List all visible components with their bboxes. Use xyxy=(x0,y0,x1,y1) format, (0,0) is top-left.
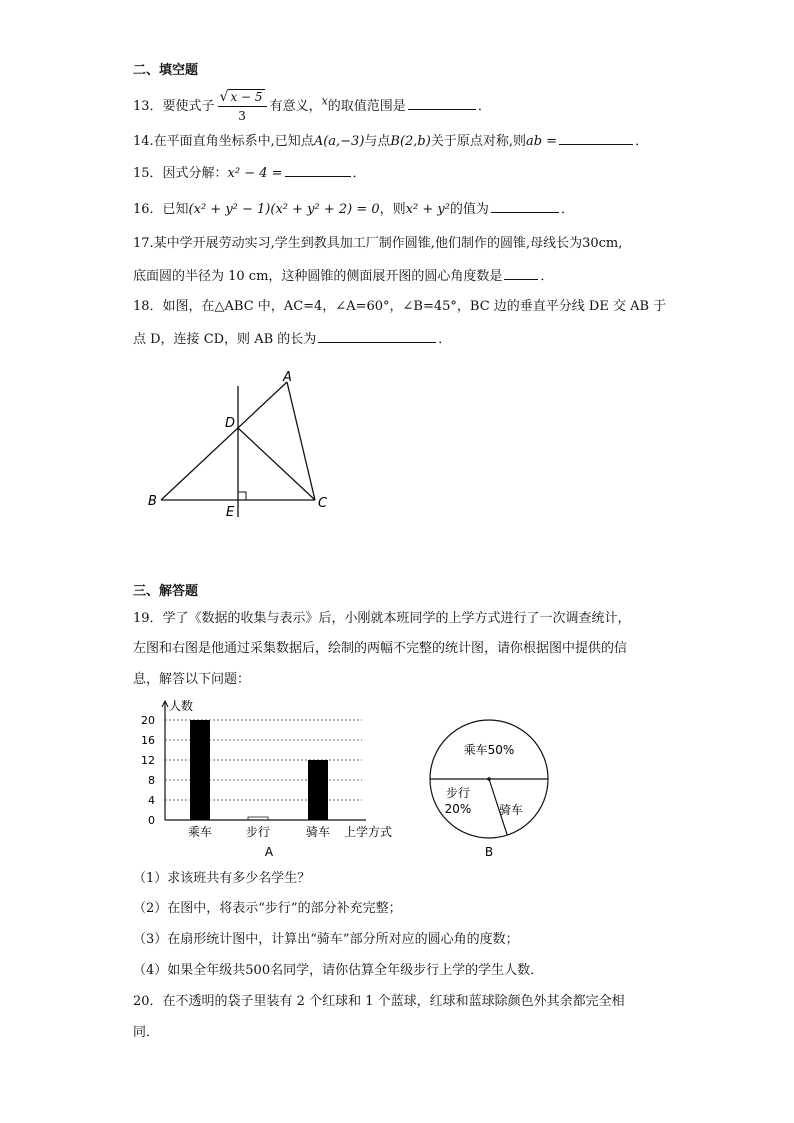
q13-end: ． xyxy=(477,99,491,114)
q18-answer-blank[interactable] xyxy=(318,328,436,343)
question-19-sub3: （3）在扇形统计图中，计算出“骑车”部分所对应的圆心角的度数； xyxy=(133,932,519,947)
label-c: C xyxy=(318,496,328,511)
q14-expr: ab = xyxy=(525,134,558,149)
question-20-line2: 同． xyxy=(133,1025,160,1040)
q17-text: 底面圆的半径为 10 cm，这种圆锥的侧面展开图的圆心角度数是 xyxy=(133,269,503,284)
y-tick-label: 20 xyxy=(141,714,155,727)
segment-ba xyxy=(161,382,287,500)
right-angle-mark xyxy=(238,492,246,500)
q16-answer-blank[interactable] xyxy=(491,198,559,213)
label-b: B xyxy=(148,494,157,509)
q17-end: ． xyxy=(540,269,554,284)
q13-answer-blank[interactable] xyxy=(408,95,476,110)
q14-point-b: B(2,b) xyxy=(390,134,431,149)
q16-expr2: x² + y² xyxy=(405,202,450,217)
question-15 xyxy=(133,162,366,183)
label-e: E xyxy=(226,505,235,520)
pie-slice-label: 20% xyxy=(444,802,472,816)
q13-suffix: 的取值范围是 xyxy=(327,99,406,114)
question-19-sub4: （4）如果全年级共500名同学，请你估算全年级步行上学的学生人数． xyxy=(133,963,544,978)
q14-prefix: 14.在平面直角坐标系中,已知点 xyxy=(133,134,314,149)
q13-prefix: 13．要使式子 xyxy=(133,99,215,114)
x-tick-label: 骑车 xyxy=(305,825,331,839)
question-18-line1: 18．如图，在△ABC 中，AC=4，∠A=60°，∠B=45°，BC 边的垂直平分线 DE 交 AB 于 xyxy=(133,299,667,314)
question-20-line1: 20．在不透明的袋子里装有 2 个红球和 1 个蓝球，红球和蓝球除颜色外其余都完全相 xyxy=(133,994,625,1009)
q16-end: ． xyxy=(560,202,574,217)
x-axis-label: 上学方式 xyxy=(344,825,393,839)
q13-middle: 有意义， xyxy=(269,99,322,114)
section-title-answer: 三、解答题 xyxy=(133,584,199,599)
pie-slice-label: 骑车 xyxy=(498,803,524,817)
pie-chart-b xyxy=(425,700,555,865)
pie-center-dot xyxy=(487,777,491,781)
q14-mid: 与点 xyxy=(364,134,391,149)
q14-answer-blank[interactable] xyxy=(559,130,633,145)
segment-ac xyxy=(287,382,315,500)
question-14 xyxy=(133,130,648,151)
q15-end: ． xyxy=(352,166,366,181)
pie-slice-label: 步行 xyxy=(445,786,471,800)
chart-title-a: A xyxy=(264,845,274,859)
y-tick-label: 16 xyxy=(141,734,155,747)
question-16 xyxy=(133,198,574,219)
q16-mid: ，则 xyxy=(379,202,406,217)
bar xyxy=(190,720,210,820)
q16-mid2: 的值为 xyxy=(449,202,489,217)
q18-end: ． xyxy=(438,332,452,347)
segment-dc xyxy=(238,428,315,500)
q15-answer-blank[interactable] xyxy=(285,162,351,177)
q14-end: ． xyxy=(635,134,649,149)
q14-mid2: 关于原点对称,则 xyxy=(430,134,526,149)
question-19-line3: 息，解答以下问题： xyxy=(133,672,251,687)
y-tick-label: 12 xyxy=(141,754,155,767)
y-tick-label: 4 xyxy=(148,794,155,807)
q16-equation: (x² + y² − 1)(x² + y² + 2) = 0 xyxy=(188,202,380,217)
q13-fraction: $\frac{√ x - 5}{3}$ xyxy=(218,88,267,125)
bar xyxy=(308,760,328,820)
y-tick-label: 0 xyxy=(148,814,155,827)
q13-var: x xyxy=(321,94,328,108)
y-axis-label: 人数 xyxy=(169,699,194,713)
q14-point-a: A(a,−3) xyxy=(313,134,365,149)
question-19-sub1: （1）求该班共有多少名学生？ xyxy=(133,871,311,886)
label-d: D xyxy=(225,416,236,431)
section-title-fill-in: 二、填空题 xyxy=(133,63,199,78)
label-a: A xyxy=(283,370,292,385)
question-18-line2 xyxy=(133,328,451,349)
question-19-sub2: （2）在图中，将表示“步行”的部分补充完整； xyxy=(133,901,402,916)
question-19-line1: 19．学了《数据的收集与表示》后，小刚就本班同学的上学方式进行了一次调查统计， xyxy=(133,611,631,626)
chart-title-b: B xyxy=(484,845,494,859)
q16-prefix: 16．已知 xyxy=(133,202,189,217)
bar-chart-a xyxy=(130,696,420,861)
triangle-figure xyxy=(140,362,340,522)
pie-slice-label: 乘车50% xyxy=(463,743,515,757)
q17-answer-blank[interactable] xyxy=(504,265,538,280)
x-tick-label: 乘车 xyxy=(187,825,213,839)
q15-prefix: 15．因式分解： xyxy=(133,166,228,181)
q13-numerator: x − 5 xyxy=(230,90,263,104)
q15-expr: x² − 4 = xyxy=(227,166,283,181)
y-tick-label: 8 xyxy=(148,774,155,787)
question-13 xyxy=(133,88,491,125)
x-tick-label: 步行 xyxy=(245,825,271,839)
question-19-line2: 左图和右图是他通过采集数据后，绘制的两幅不完整的统计图，请你根据图中提供的信 xyxy=(133,641,628,656)
q18-text: 点 D，连接 CD，则 AB 的长为 xyxy=(133,332,317,347)
question-17-line2 xyxy=(133,265,553,286)
question-17-line1: 17.某中学开展劳动实习,学生到教具加工厂制作圆锥,他们制作的圆锥,母线长为30cm, xyxy=(133,236,623,251)
q13-denominator: 3 xyxy=(238,109,246,123)
